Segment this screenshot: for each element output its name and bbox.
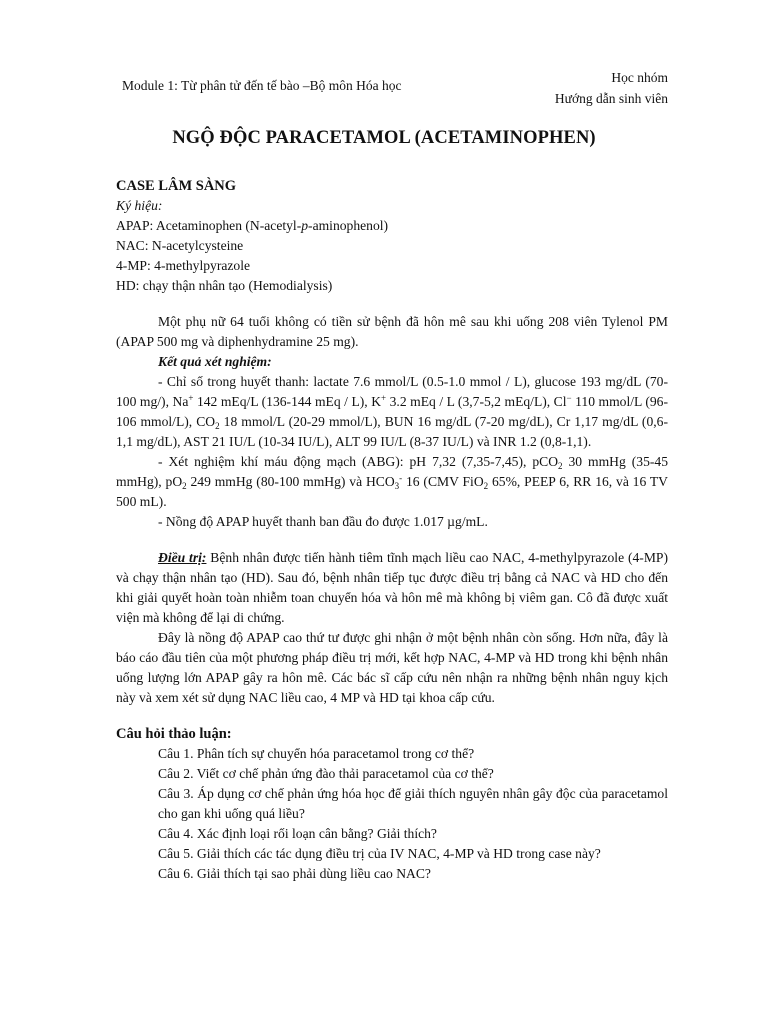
- document-title: NGỘ ĐỘC PARACETAMOL (ACETAMINOPHEN): [172, 128, 596, 148]
- serum-results: [116, 372, 668, 452]
- serum-text-3: 3.2 mEq / L (3,7-5,2 mEq/L), Cl: [386, 394, 567, 409]
- symbol-apap: [116, 216, 668, 236]
- case-heading: CASE LÂM SÀNG: [116, 178, 237, 194]
- abg-text-5: 65%, PEEP 6, RR 16, và 16 TV 500 mL).: [116, 474, 668, 509]
- question-item: Câu 6. Giải thích tại sao phải dùng liều cao NAC?: [158, 866, 431, 881]
- abg-text-3: 249 mmHg (80-100 mmHg) và HCO: [186, 474, 395, 489]
- symbol-apap-prefix: APAP: Acetaminophen (N-acetyl-: [116, 218, 302, 233]
- question-item: Câu 5. Giải thích các tác dụng điều trị của IV NAC, 4-MP và HD trong case này?: [158, 846, 601, 861]
- discussion-heading: Câu hỏi thảo luận:: [116, 726, 232, 742]
- treatment-label: Điều trị:: [158, 550, 207, 565]
- question-item: Câu 3. Áp dụng cơ chế phản ứng hóa học để giải thích nguyên nhân gây độc của paracetamol cho gan khi uống quá liều?: [158, 786, 668, 821]
- serum-text-5: 18 mmol/L (20-29 mmol/L), BUN 16 mg/dL (7-20 mg/dL), Cr 1,17 mg/dL (0,6-1,1 mg/dL), AST 21 IU/L (10-34 IU/L), ALT 99 IU/L (8-37 IU/L) và INR 1.2 (0,8-1,1).: [116, 414, 668, 449]
- symbol-nac: NAC: N-acetylcysteine: [116, 238, 244, 253]
- apap-level: - Nồng độ APAP huyết thanh ban đầu đo được 1.017 µg/mL.: [158, 514, 488, 529]
- abg-sub-3: 3: [394, 481, 400, 491]
- serum-sub-1: 2: [215, 421, 220, 431]
- symbol-apap-suffix: -aminophenol): [308, 218, 389, 233]
- header-right: [555, 67, 668, 109]
- serum-text-1: - Chỉ số trong huyết thanh: lactate 7.6 mmol/L (0.5-1.0 mmol / L), glucose 193 mg/dL (70-100 mg/), Na: [116, 374, 668, 409]
- treatment-text: Bệnh nhân được tiến hành tiêm tĩnh mạch liều cao NAC, 4-methylpyrazole (4-MP) và chạy thận nhân tạo (HD). Sau đó, bệnh nhân tiếp tục được điều trị bằng cả NAC và HD cho đến khi giải quyết hoàn toàn nhiễm toan chuyển hóa và hôn mê mà không bị viêm gan. Cô đã được xuất viện mà không để lại di chứng.: [116, 550, 669, 625]
- treatment-paragraph: [116, 548, 668, 628]
- symbol-4mp: 4-MP: 4-methylpyrazole: [116, 258, 251, 273]
- header-student-guide: Hướng dẫn sinh viên: [554, 91, 668, 106]
- results-label: Kết quả xét nghiệm:: [158, 354, 272, 369]
- question-item: Câu 4. Xác định loại rối loạn cân bằng? Giải thích?: [158, 826, 437, 841]
- abg-sub-1: 2: [558, 461, 563, 471]
- header-module: Module 1: Từ phân tử đến tế bào –Bộ môn Hóa học: [122, 78, 402, 93]
- abg-results: [116, 452, 668, 512]
- serum-sup-3: −: [566, 393, 572, 403]
- header-study-group: Học nhóm: [611, 70, 668, 85]
- serum-sup-1: +: [188, 393, 194, 403]
- abg-sub-2: 2: [182, 481, 187, 491]
- abg-text-1: - Xét nghiệm khí máu động mạch (ABG): pH 7,32 (7,35-7,45), pCO: [158, 454, 559, 469]
- conclusion-paragraph: Đây là nồng độ APAP cao thứ tư được ghi nhận ở một bệnh nhân còn sống. Hơn nữa, đây là báo cáo đầu tiên của một phương pháp điều trị mới, kết hợp NAC, 4-MP và HD trong khi bệnh nhân uống lượng lớn APAP gây ra hôn mê. Các bác sĩ cấp cứu nên nhận ra những bệnh nhân nguy kịch này và xem xét sử dụng NAC liều cao, 4 MP và HD tại khoa cấp cứu.: [116, 630, 668, 705]
- serum-text-2: 142 mEq/L (136-144 mEq / L), K: [193, 394, 382, 409]
- serum-sup-2: +: [381, 393, 387, 403]
- abg-sup-3: -: [399, 473, 403, 483]
- serum-text-4: 110 mmol/L (96-106 mmol/L), CO: [116, 394, 668, 429]
- question-item: Câu 1. Phân tích sự chuyển hóa paracetamol trong cơ thể?: [158, 746, 475, 761]
- question-item: Câu 2. Viết cơ chế phản ứng đào thải paracetamol của cơ thể?: [158, 766, 494, 781]
- symbol-apap-p: p: [301, 218, 309, 233]
- abg-text-2: 30 mmHg (35-45 mmHg), pO: [116, 454, 668, 489]
- symbols-label: Ký hiệu:: [116, 198, 163, 213]
- abg-text-4: 16 (CMV FiO: [402, 474, 484, 489]
- case-intro: Một phụ nữ 64 tuổi không có tiền sử bệnh đã hôn mê sau khi uống 208 viên Tylenol PM (APAP 500 mg và diphenhydramine 25 mg).: [116, 314, 668, 349]
- document-body: [116, 176, 668, 884]
- symbol-hd: HD: chạy thận nhân tạo (Hemodialysis): [116, 278, 333, 293]
- abg-sub-4: 2: [483, 481, 489, 491]
